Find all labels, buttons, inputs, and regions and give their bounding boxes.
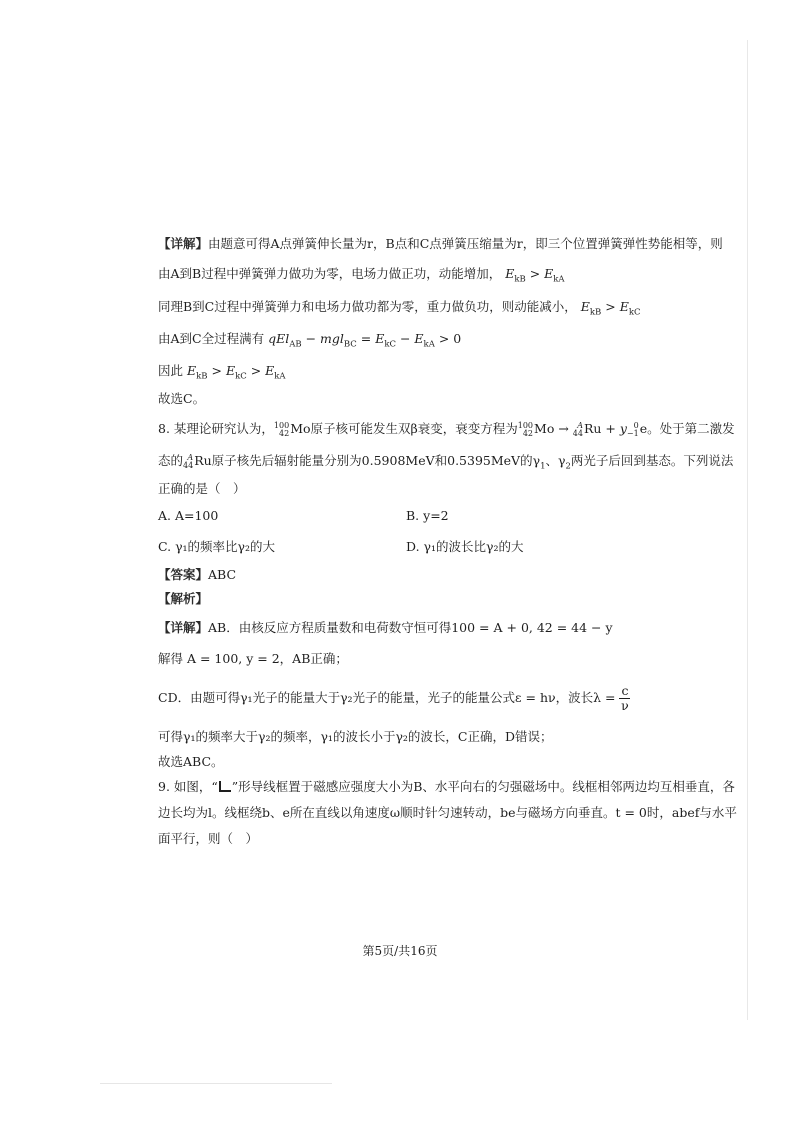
q7-text-2: 由A到B过程中弹簧弹力做功为零，电场力做正功，动能增加，: [158, 266, 502, 281]
q9-stem-line-3: 面平行，则（ ）: [158, 831, 259, 846]
q8-detail-text-3: CD．由题可得γ₁光子的能量大于γ₂光子的能量，光子的能量公式ε = hν，波长λ =: [158, 690, 616, 705]
analysis-tag: 【解析】: [158, 591, 209, 606]
q8-option-d[interactable]: D. γ₁的波长比γ₂的大: [406, 539, 524, 554]
q7-formula-2: $E_{kB} > E_{kC}$: [580, 299, 641, 318]
scan-edge-shadow: [747, 40, 748, 1020]
fraction-numerator: c: [621, 683, 629, 698]
q8-option-c[interactable]: C. γ₁的频率比γ₂的大: [158, 539, 276, 554]
q8-stem-2c: 两光子后回到基态。下列说法: [570, 453, 734, 468]
q7-detail-line-2: [158, 264, 565, 290]
q7-formula-3: $qEl_{AB} - mgl_{BC} = E_{kC} - E_{kA} > 0$: [268, 331, 462, 350]
q8-detail-line-1: [158, 618, 613, 638]
q9-stem-line-1: [158, 777, 735, 797]
q7-detail-line-1: [158, 234, 723, 254]
q9-stem-1b: ”形导线框置于磁感应强度大小为B、水平向右的匀强磁场中。线框相邻两边均互相垂直，各: [231, 779, 735, 794]
q8-option-a[interactable]: A. A=100: [158, 508, 219, 523]
q8-detail-line-3: [158, 684, 630, 713]
q7-text-3: 同理B到C过程中弹簧弹力和电场力做功都为零，重力做负功，则动能减小，: [158, 299, 577, 314]
answer-tag: 【答案】: [158, 567, 209, 582]
q8-analysis-tag: [158, 589, 208, 609]
q7-text-5: 因此: [158, 363, 184, 378]
q7-detail-line-5: [158, 361, 286, 387]
q8-detail-line-4: 可得γ₁的频率大于γ₂的频率，γ₁的波长小于γ₂的波长，C正确，D错误；: [158, 729, 553, 744]
wavelength-fraction: [619, 684, 630, 713]
page-footer: 第5页/共16页: [362, 944, 438, 958]
ru-isotope-label: A 44: [183, 452, 194, 470]
q8-stem-1c: 。处于第二激发: [647, 421, 735, 436]
q7-detail-line-4: [158, 329, 461, 355]
detail-tag: 【详解】: [158, 236, 209, 251]
q8-stem-1b: Mo原子核可能发生双β衰变，衰变方程为: [290, 421, 518, 436]
fraction-denominator: ν: [621, 698, 629, 713]
q8-detail-line-2: 解得 A = 100, y = 2，AB正确；: [158, 651, 348, 666]
q8-stem-line-3: 正确的是（ ）: [158, 481, 246, 496]
q8-stem-2b: Ru原子核先后辐射能量分别为0.5908MeV和0.5395MeV的γ: [194, 453, 541, 468]
q9-stem-1a: 9. 如图，“: [158, 779, 218, 794]
l-shape-frame-icon: [219, 781, 231, 792]
mo-isotope-label: 100 42: [273, 420, 290, 438]
q7-detail-line-3: [158, 297, 640, 323]
q7-text-4: 由A到C全过程满有: [158, 331, 265, 346]
q7-formula-1: $E_{kB} > E_{kA}$: [505, 266, 565, 285]
q8-stem-line-1: [158, 419, 735, 439]
q7-text-1: 由题意可得A点弹簧伸长量为r，B点和C点弹簧压缩量为r，即三个位置弹簧弹性势能相等，则: [208, 236, 723, 251]
q7-formula-4: $E_{kB} > E_{kC} > E_{kA}$: [187, 363, 286, 382]
q8-stem-1a: 8. 某理论研究认为，: [158, 421, 274, 436]
q8-option-b[interactable]: B. y=2: [406, 508, 449, 523]
q8-stem-2a: 态的: [158, 453, 184, 468]
q7-conclusion: 故选C。: [158, 391, 206, 406]
bottom-rule: [100, 1083, 332, 1084]
detail-tag-q8: 【详解】: [158, 620, 209, 635]
q9-stem-line-2: 边长均为l。线框绕b、e所在直线以角速度ω顺时针匀速转动，be与磁场方向垂直。t = 0时，abef与水平: [158, 805, 737, 820]
q8-answer: ABC: [208, 567, 237, 582]
q8-stem-line-2: 态的 A 44Ru原子核先后辐射能量分别为0.5908MeV和0.5395MeV的$\gamma_1$、$\gamma_2$两光子后回到基态。下列说法: [158, 452, 734, 472]
q8-decay-equation: 100 42Mo → A 44Ru + y 0 −1e: [517, 420, 648, 438]
q8-detail-text-1: AB．由核反应方程质量数和电荷数守恒可得100 = A + 0, 42 = 44 − y: [208, 620, 613, 635]
q8-conclusion: 故选ABC。: [158, 754, 224, 769]
q8-answer-line: [158, 565, 236, 585]
